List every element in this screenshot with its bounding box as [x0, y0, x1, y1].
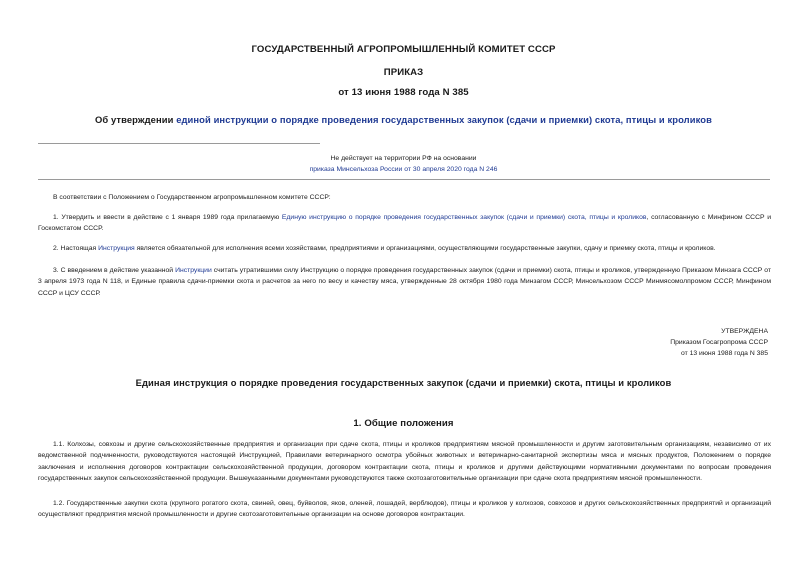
divider-top-short [38, 143, 320, 144]
approval-line: УТВЕРЖДЕНА [721, 328, 768, 335]
order-date-number: от 13 июня 1988 года N 385 [338, 87, 469, 98]
approval-line: от 13 июня 1988 года N 385 [680, 350, 768, 358]
approval-line: Приказом Госагропрома СССР [670, 339, 768, 347]
status-note [0, 153, 807, 175]
divider-status [38, 179, 770, 180]
status-line: Не действует на территории РФ на основании [330, 155, 477, 162]
instruction-link[interactable]: Единую инструкцию о порядке проведения государственных закупок (сдачи и приемки) скота, птицы и кроликов [281, 214, 647, 221]
instruction-link-2[interactable]: Инструкция [98, 245, 135, 252]
agency-heading: ГОСУДАРСТВЕННЫЙ АГРОПРОМЫШЛЕННЫЙ КОМИТЕТ СССР [251, 44, 556, 55]
paragraph-3: 3. С введением в действие указанной Инструкции считать утратившими силу Инструкцию о порядке проведения государственных закупок (сдачи и приемки) скота, птицы и кроликов, утвержденную Приказом Минзага СССР от 3 апреля 1973 года N 118, и Единые правила сдачи-приемки скота и расчетов за него по весу и качеству мяса, утвержденные 28 октября 1980 года Минзагом СССР, Минсельхозом СССР Минмясомолпромом СССР, Минфином СССР и ЦСУ СССР. [38, 267, 771, 297]
paragraph-1: 1. Утвердить и ввести в действие с 1 января 1989 года прилагаемую Единую инструкцию о порядке проведения государственных закупок (сдачи и приемки) скота, птицы и кроликов, согласованную с Минфином СССР и Госкомстатом СССР. [38, 214, 771, 233]
approval-block [670, 326, 768, 360]
instruction-title: Единая инструкция о порядке проведения государственных закупок (сдачи и приемки) скота, птицы и кроликов [135, 377, 672, 388]
paragraph-1-2: 1.2. Государственные закупки скота (крупного рогатого скота, свиней, овец, буйволов, яков, оленей, лошадей, верблюдов), птицы и кроликов у колхозов, совхозов и других сельскохозяйственных предприятий и организаций осуществляют предприятия мясной промышленности и другие скотозаготовительные организации на основе договоров контрактации. [38, 500, 771, 519]
order-label: ПРИКАЗ [383, 67, 424, 78]
paragraph-1-1: 1.1. Колхозы, совхозы и другие сельскохозяйственные предприятия и организации при сдаче скота, птицы и кроликов предприятиям мясной промышленности и другим заготовительным организациям, независимо от их ведомственной подчиненности, руководствуются настоящей Инструкцией, Правилами ветеринарного осмотра убойных животных и ветеринарно-санитарной экспертизы мяса и мясных продуктов, Положением о порядке заключения и исполнения договоров контрактации сельскохозяйственной продукции, договором контрактации скота, птицы и кроликов и другими действующими нормативными документами по вопросам проведения государственных закупок сельскохозяйственной продукции. Вышеуказанными документами руководствуются также скотозаготовительные организации при сдаче скота предприятиям мясной промышленности. [38, 441, 771, 482]
instruction-link-3[interactable]: Инструкции [175, 267, 212, 274]
status-repeal-link[interactable]: приказа Минсельхоза России от 30 апреля 2020 года N 246 [309, 166, 498, 174]
section-1-title: 1. Общие положения [353, 418, 454, 429]
paragraph-2: 2. Настоящая Инструкция является обязательной для исполнения всеми хозяйствами, предприятиями и организациями, осуществляющими государственные закупки, сдачу и приемку скота, птицы и кроликов. [53, 245, 716, 252]
order-title-prefix: Об утверждении [95, 114, 177, 125]
order-title [0, 114, 807, 125]
order-title-link[interactable]: единой инструкции о порядке проведения государственных закупок (сдачи и приемки) скота, птицы и кроликов [176, 114, 712, 125]
intro-paragraph: В соответствии с Положением о Государственном агропромышленном комитете СССР: [53, 194, 331, 201]
